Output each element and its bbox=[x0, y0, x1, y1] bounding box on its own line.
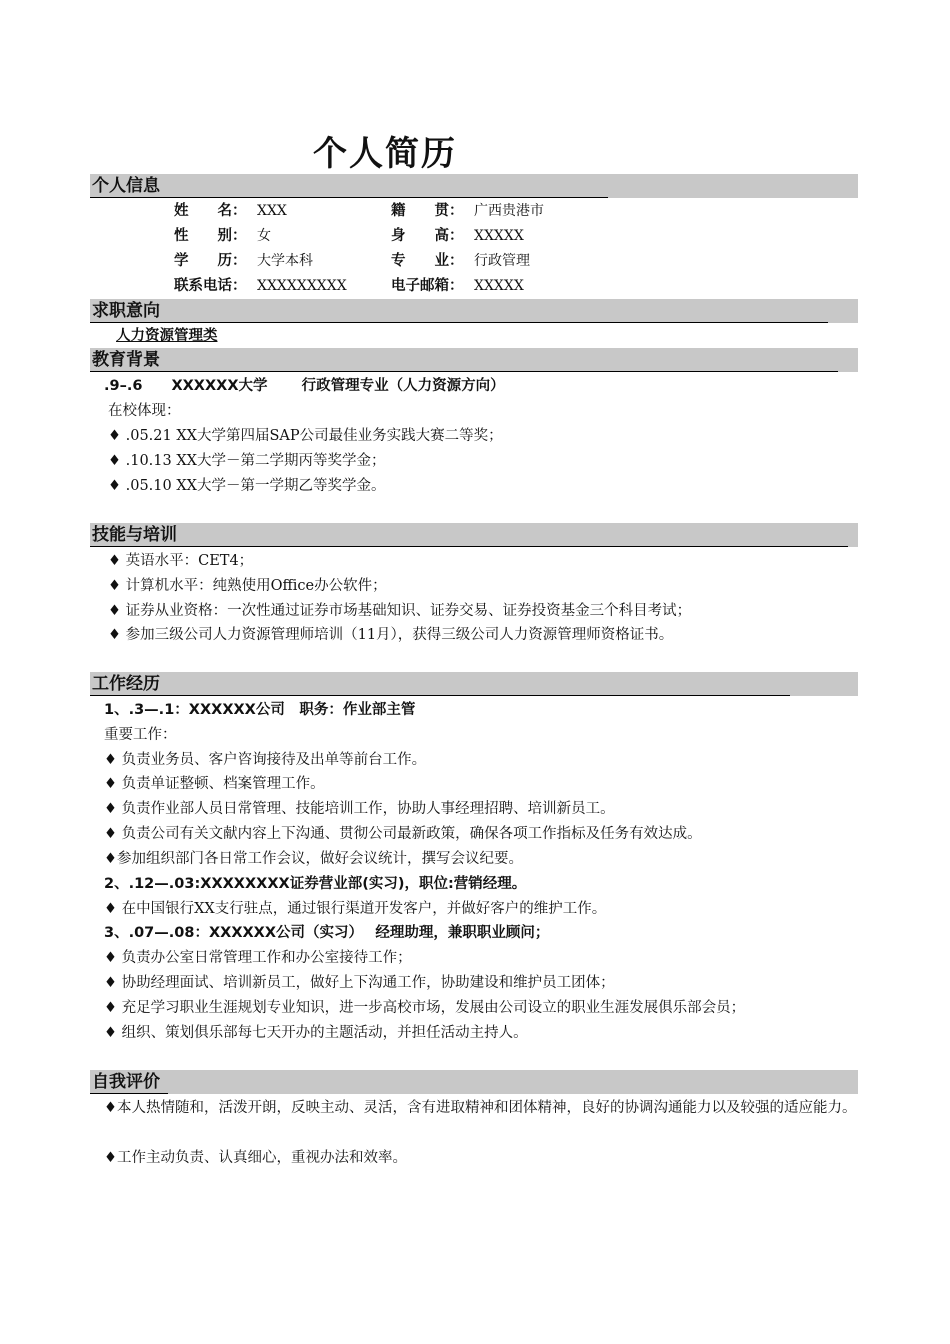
section-header-work bbox=[90, 672, 858, 696]
self-evaluation-paragraph: ♦本人热情随和，活泼开朗，反映主动、灵活，含有进取精神和团体精神，良好的协调沟通能力以及较强的适应能力。 bbox=[104, 1100, 857, 1116]
work-sub: 重要工作： bbox=[104, 727, 177, 743]
list-item: ♦参加组织部门各日常工作会议，做好会议统计，撰写会议纪要。 bbox=[104, 851, 523, 867]
list-item: ♦ 参加三级公司人力资源管理师培训（11月），获得三级公司人力资源管理师资格证书。 bbox=[108, 627, 674, 643]
origin-label: 籍 贯： bbox=[391, 203, 464, 219]
section-header-personal bbox=[90, 174, 858, 198]
work-entry-title: 2、.12—.03:XXXXXXXX证券营业部(实习)，职位:营销经理。 bbox=[104, 876, 527, 892]
gender-label: 性 别： bbox=[174, 228, 247, 244]
phone-label: 联系电话： bbox=[174, 278, 247, 294]
major-label: 专 业： bbox=[391, 253, 464, 269]
section-underline bbox=[90, 371, 838, 372]
page-title: 个人简历 bbox=[313, 134, 457, 174]
list-item: ♦ 负责办公室日常管理工作和办公室接待工作； bbox=[104, 950, 412, 966]
list-item: ♦ 证券从业资格：一次性通过证券市场基础知识、证券交易、证券投资基金三个科目考试； bbox=[108, 603, 692, 619]
intent-value: 人力资源管理类 bbox=[116, 328, 218, 344]
section-header-skills bbox=[90, 523, 858, 547]
section-header-self bbox=[90, 1070, 858, 1094]
section-header-intent bbox=[90, 299, 858, 323]
list-item: ♦ 负责业务员、客户咨询接待及出单等前台工作。 bbox=[104, 752, 427, 768]
list-item: ♦ 负责作业部人员日常管理、技能培训工作，协助人事经理招聘、培训新员工。 bbox=[104, 801, 615, 817]
section-title: 自我评价 bbox=[92, 1072, 160, 1092]
phone-value: XXXXXXXXX bbox=[257, 278, 347, 294]
self-evaluation-paragraph: ♦工作主动负责、认真细心，重视办法和效率。 bbox=[104, 1150, 407, 1166]
section-underline bbox=[90, 197, 608, 198]
list-item: ♦ 负责公司有关文献内容上下沟通、贯彻公司最新政策，确保各项工作指标及任务有效达成。 bbox=[104, 826, 702, 842]
height-label: 身 高： bbox=[391, 228, 464, 244]
list-item: ♦ 充足学习职业生涯规划专业知识，进一步高校市场，发展由公司设立的职业生涯发展俱乐部会员； bbox=[104, 1000, 746, 1016]
list-item: ♦ 在中国银行XX支行驻点，通过银行渠道开发客户，并做好客户的维护工作。 bbox=[104, 901, 607, 917]
section-title: 工作经历 bbox=[92, 674, 160, 694]
email-value: XXXXX bbox=[474, 278, 524, 294]
list-item: ♦ .10.13 XX大学－第二学期丙等奖学金； bbox=[108, 453, 386, 469]
gender-value: 女 bbox=[257, 228, 271, 244]
section-title: 个人信息 bbox=[92, 176, 160, 196]
list-item: ♦ 英语水平：CET4； bbox=[108, 553, 254, 569]
email-label: 电子邮箱： bbox=[391, 278, 464, 294]
list-item: ♦ 负责单证整顿、档案管理工作。 bbox=[104, 776, 325, 792]
list-item: ♦ .05.10 XX大学－第一学期乙等奖学金。 bbox=[108, 478, 386, 494]
section-underline bbox=[90, 322, 828, 323]
work-entry-title: 3、.07—.08：XXXXXX公司（实习） 经理助理，兼职职业顾问； bbox=[104, 925, 550, 941]
list-item: ♦ 协助经理面试、培训新员工，做好上下沟通工作，协助建设和维护员工团体； bbox=[104, 975, 615, 991]
section-title: 教育背景 bbox=[92, 350, 160, 370]
list-item: ♦ 计算机水平：纯熟使用Office办公软件； bbox=[108, 578, 387, 594]
section-header-education bbox=[90, 348, 858, 372]
section-title: 技能与培训 bbox=[92, 525, 177, 545]
major-value: 行政管理 bbox=[474, 253, 530, 269]
name-value: XXX bbox=[257, 203, 287, 219]
name-label: 姓 名： bbox=[174, 203, 247, 219]
height-value: XXXXX bbox=[474, 228, 524, 244]
section-underline bbox=[90, 546, 848, 547]
education-sub: 在校体现： bbox=[108, 403, 181, 419]
section-underline bbox=[90, 695, 790, 696]
origin-value: 广西贵港市 bbox=[474, 203, 544, 219]
degree-value: 大学本科 bbox=[257, 253, 313, 269]
work-entry-title: 1、.3—.1：XXXXXX公司 职务：作业部主管 bbox=[104, 702, 416, 718]
list-item: ♦ 组织、策划俱乐部每七天开办的主题活动，并担任活动主持人。 bbox=[104, 1025, 528, 1041]
list-item: ♦ .05.21 XX大学第四届SAP公司最佳业务实践大赛二等奖； bbox=[108, 428, 503, 444]
section-underline bbox=[90, 1093, 168, 1094]
degree-label: 学 历： bbox=[174, 253, 247, 269]
section-title: 求职意向 bbox=[92, 301, 160, 321]
education-header: .9–.6 XXXXXX大学 行政管理专业（人力资源方向） bbox=[104, 378, 505, 394]
